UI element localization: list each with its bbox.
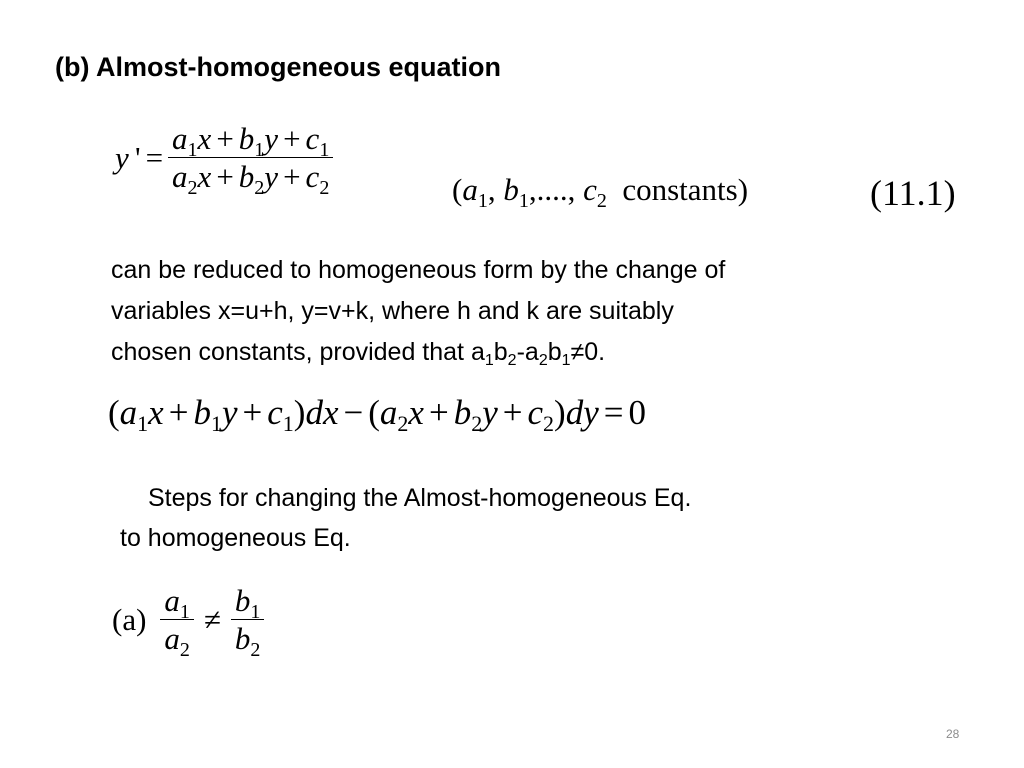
fraction-a1-a2: $\frac{a_1}{a_2}$ [160, 582, 194, 657]
equation-number: (11.1) [870, 173, 956, 213]
fraction-denominator: $a_2x + b_2y + c_2$ [172, 159, 330, 200]
not-equal-sign: ≠ [203, 601, 221, 637]
condition-a [112, 582, 264, 662]
paragraph-line-3: chosen constants, provided that $a_1b_2-a_2b_1\ne 0$. [111, 338, 606, 369]
paragraph-line-2: variables x=u+h, y=v+k, where h and k are suitably [111, 297, 674, 325]
line3-prefix: chosen constants, provided that a [111, 338, 485, 366]
y-prime-lhs: y ' = [115, 139, 164, 175]
fraction-numerator: $a_1x + b_1y + c_1$ [172, 121, 330, 161]
line3-suffix: 0. [584, 338, 606, 366]
steps-heading-line-1: Steps for changing the Almost-homogeneous Eq. [148, 484, 692, 512]
fraction-b1-b2: $\frac{b_1}{b_2}$ [231, 582, 265, 657]
steps-heading-line-2: to homogeneous Eq. [120, 524, 351, 552]
paragraph-line-1: can be reduced to homogeneous form by the change of [111, 256, 726, 284]
constants-note: ($a_1$, $b_1$,...., $c_2$ constants) [452, 172, 749, 212]
constants-word: constants) [622, 172, 749, 207]
explanation-paragraph [111, 250, 981, 373]
equation-11-1 [115, 120, 333, 200]
differential-form-equation: $(a_1x + b_1y + c_1)dx - (a_2x + b_2y + c_2)dy = 0$ [108, 393, 646, 436]
condition-label: (a) [112, 601, 147, 637]
page-number: 28 [946, 727, 960, 741]
fraction [168, 120, 333, 200]
slide-title: (b) Almost-homogeneous equation [55, 52, 501, 82]
